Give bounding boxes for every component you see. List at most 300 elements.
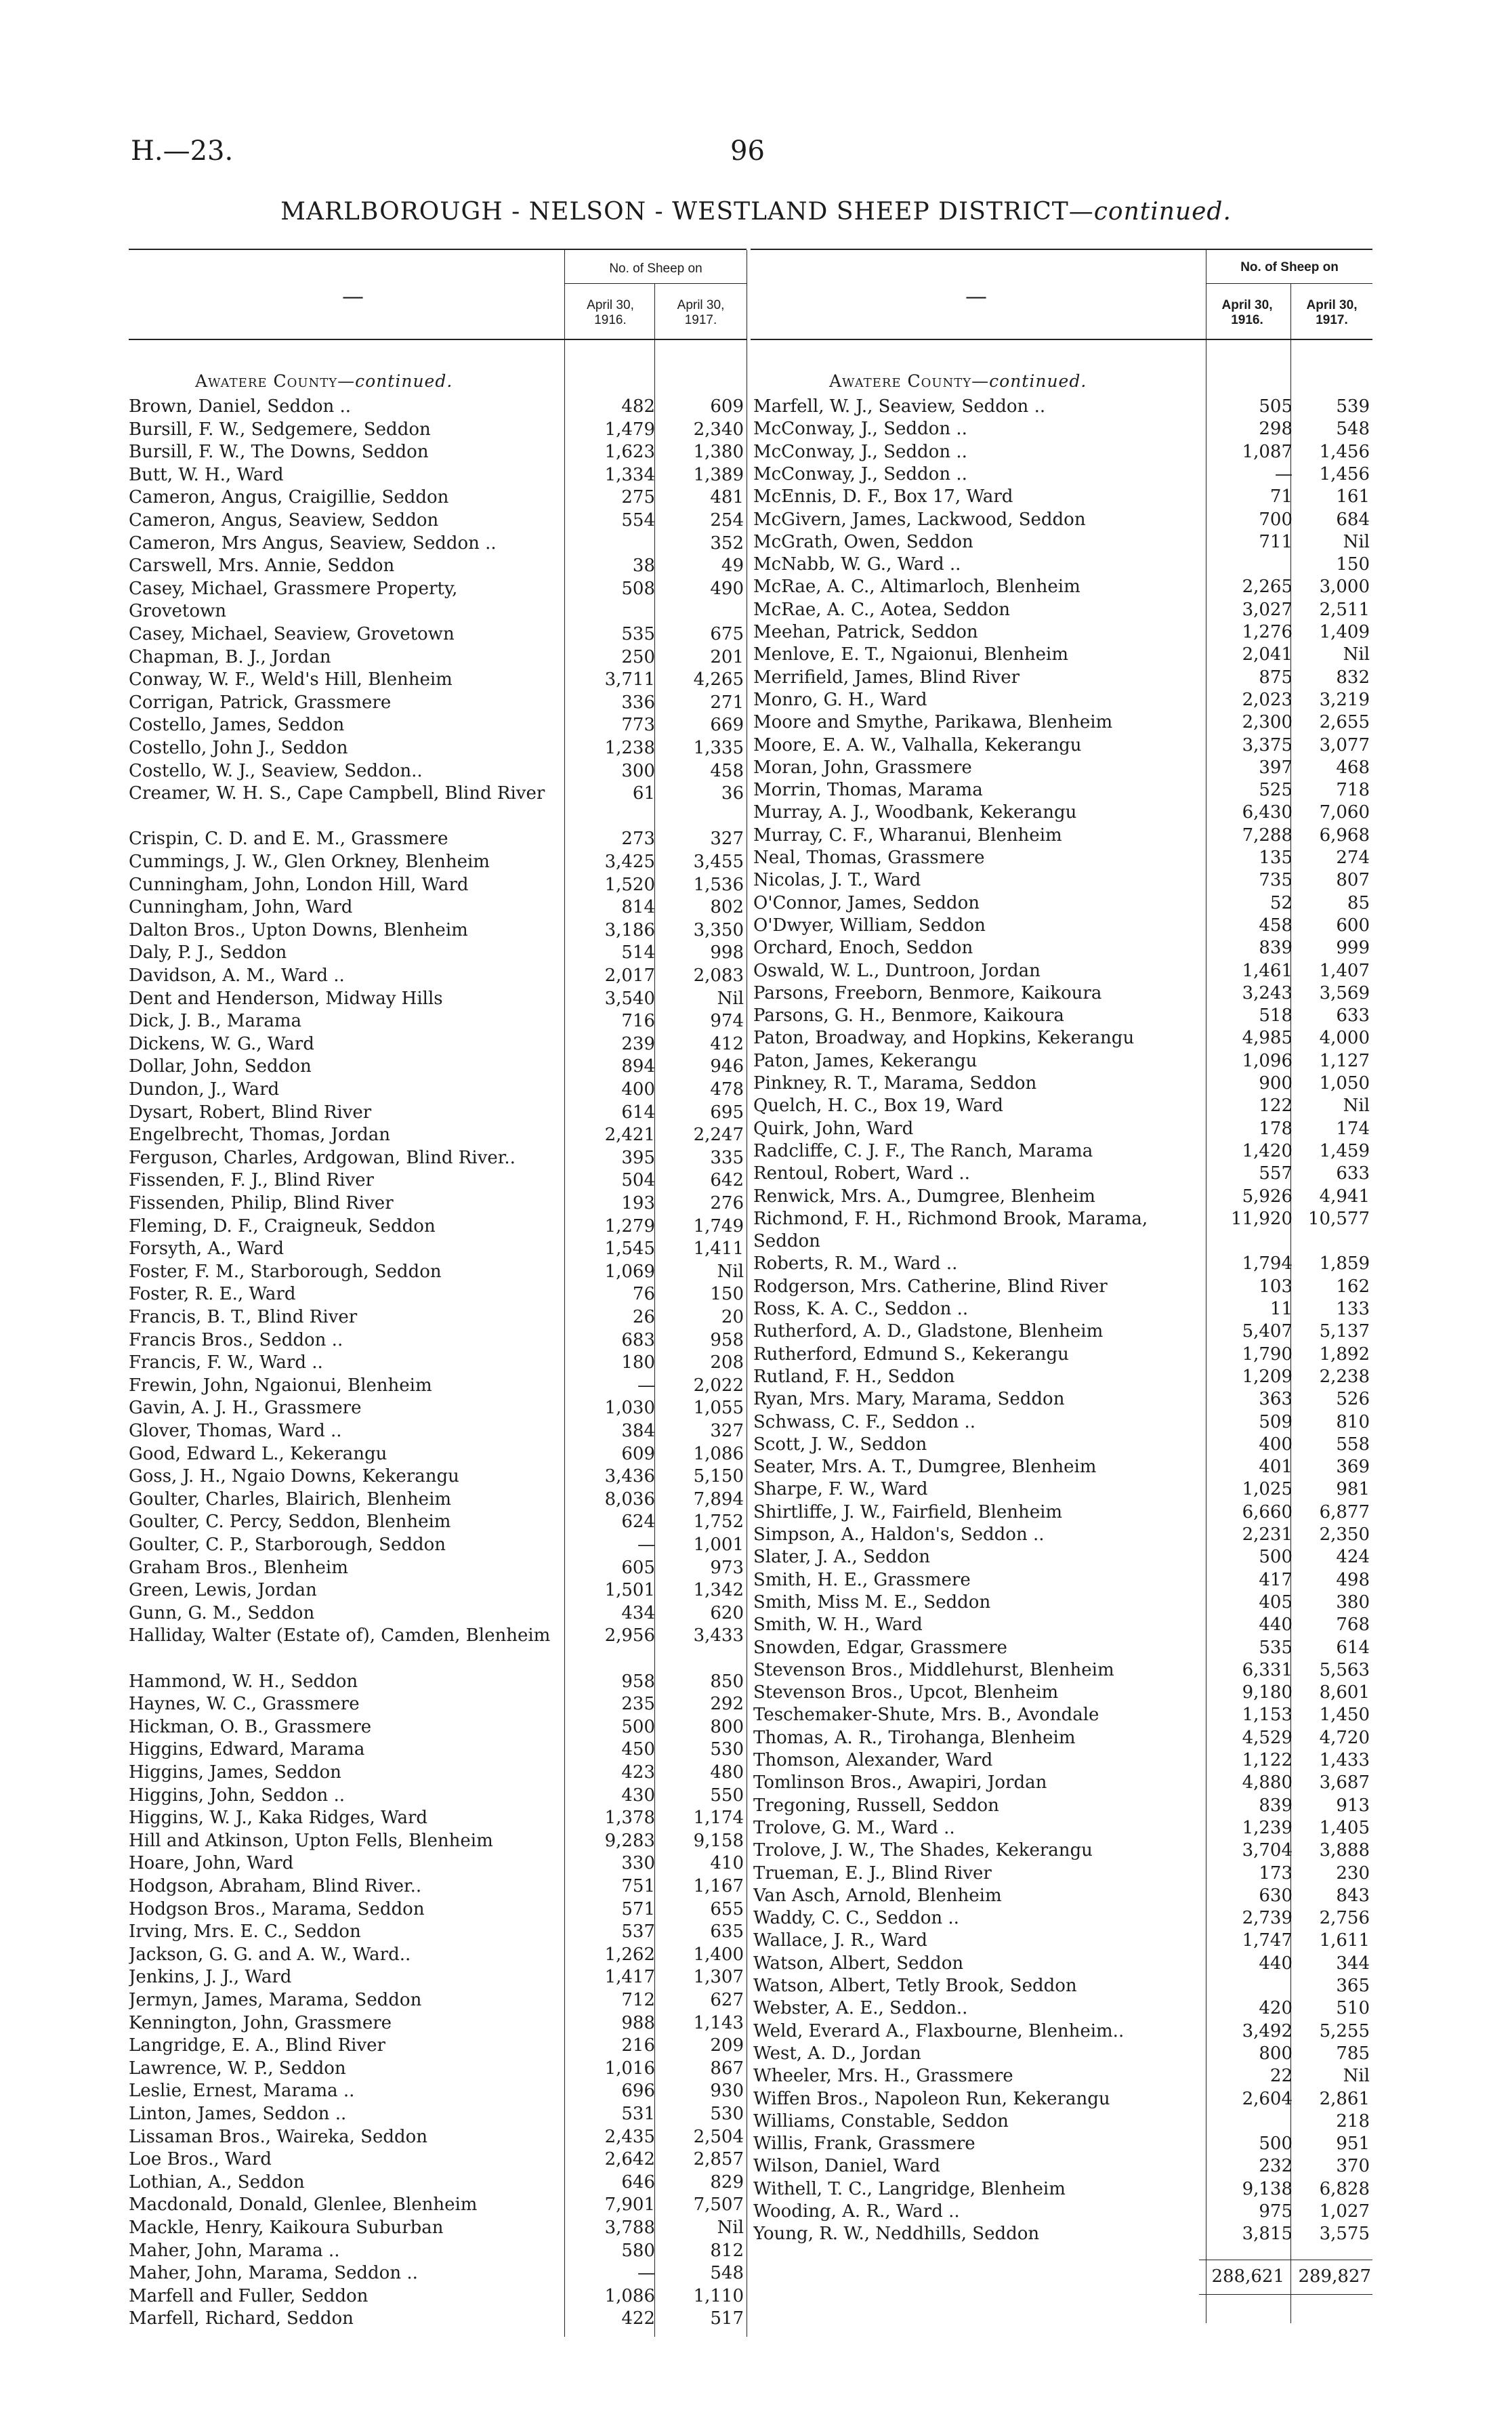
sheep-count-1917: 201 <box>710 646 744 667</box>
table-row <box>129 760 747 783</box>
table-row <box>753 1388 1372 1411</box>
title-text: MARLBOROUGH - NELSON - WESTLAND SHEEP DISTRICT— <box>280 198 1094 226</box>
sheep-count-1917: 174 <box>1336 1118 1370 1139</box>
sheep-count-1916: 1,262 <box>604 1944 655 1965</box>
sheep-count-1916: 250 <box>621 646 655 667</box>
sheep-count-1916: 135 <box>1259 848 1293 868</box>
table-row <box>753 960 1372 982</box>
table-row <box>129 1329 747 1352</box>
owner-name: Hill and Atkinson, Upton Fells, Blenheim <box>129 1830 493 1851</box>
table-row <box>129 1010 747 1033</box>
sheep-count-1916: 554 <box>621 510 655 531</box>
sheep-count-1916: 9,138 <box>1242 2178 1293 2199</box>
owner-name: Costello, W. J., Seaview, Seddon.. <box>129 760 423 781</box>
table-row <box>129 2126 747 2148</box>
table-row <box>753 1298 1372 1321</box>
sheep-count-1917: 829 <box>710 2171 744 2192</box>
sheep-count-1916: 988 <box>621 2012 655 2033</box>
table-row <box>753 1727 1372 1749</box>
sheep-count-1917: 2,340 <box>693 419 744 440</box>
owner-name: Dalton Bros., Upton Downs, Blenheim <box>129 919 468 940</box>
owner-name: Kennington, John, Grassmere <box>129 2012 392 2033</box>
table-row <box>753 779 1372 802</box>
table-row <box>129 1852 747 1875</box>
left-county-continued: continued. <box>355 371 453 391</box>
owner-name: Cunningham, John, Ward <box>129 897 353 918</box>
sheep-count-1916: 3,186 <box>604 919 655 940</box>
sheep-count-1916: 700 <box>1259 509 1293 530</box>
right-county-continued: continued. <box>989 371 1087 391</box>
sheep-count-1916: 3,425 <box>604 852 655 872</box>
table-row <box>753 892 1372 915</box>
sheep-count-1917: 1,407 <box>1319 960 1370 981</box>
table-row <box>753 441 1372 463</box>
sheep-count-1917: 327 <box>710 829 744 850</box>
sheep-count-1916: 683 <box>621 1329 655 1350</box>
sheep-count-1916: 609 <box>621 1443 655 1464</box>
sheep-count-1917: 768 <box>1336 1615 1370 1636</box>
sheep-count-1917: 490 <box>710 578 744 599</box>
sheep-count-1916: 3,540 <box>604 988 655 1009</box>
right-name-col-header: — <box>965 283 987 309</box>
sheep-count-1916: 2,300 <box>1242 712 1293 733</box>
owner-name: Haynes, W. C., Grassmere <box>129 1694 360 1715</box>
sheep-count-1917: 4,265 <box>693 669 744 690</box>
sheep-count-1917: 867 <box>710 2058 744 2079</box>
title-continued: continued. <box>1093 198 1232 226</box>
sheep-count-1916: — <box>1275 463 1293 484</box>
owner-name: Casey, Michael, Seaview, Grovetown <box>129 624 455 644</box>
owner-name: Quirk, John, Ward <box>753 1118 914 1139</box>
sheep-count-1916: 401 <box>1259 1457 1293 1478</box>
owner-name: Radcliffe, C. J. F., The Ranch, Marama <box>753 1140 1093 1161</box>
sheep-count-1917: 6,968 <box>1319 825 1370 846</box>
table-row <box>129 1785 747 1807</box>
owner-name: Richmond, F. H., Richmond Brook, Marama, Seddon <box>753 1208 1148 1251</box>
table-row <box>129 578 747 623</box>
owner-name: Graham Bros., Blenheim <box>129 1557 348 1578</box>
sheep-count-1916: 505 <box>1259 396 1293 417</box>
sheep-count-1917: 352 <box>710 533 744 554</box>
owner-name: Corrigan, Patrick, Grassmere <box>129 692 392 713</box>
owner-name: Stevenson Bros., Middlehurst, Blenheim <box>753 1659 1114 1680</box>
table-row <box>753 1704 1372 1726</box>
owner-name: Maher, John, Marama, Seddon .. <box>129 2263 418 2284</box>
sheep-count-1917: 974 <box>710 1011 744 1032</box>
owner-name: Higgins, Edward, Marama <box>129 1739 365 1760</box>
sheep-count-1917: 998 <box>710 942 744 963</box>
table-row <box>753 1569 1372 1592</box>
sheep-count-1917: 3,687 <box>1319 1772 1370 1793</box>
sheep-count-1917: 2,511 <box>1319 599 1370 620</box>
owner-name: Irving, Mrs. E. C., Seddon <box>129 1921 361 1942</box>
sheep-count-1917: 4,720 <box>1319 1727 1370 1748</box>
left-col-group-label: No. of Sheep on <box>609 262 702 276</box>
sheep-count-1916: 300 <box>621 760 655 781</box>
sheep-count-1916: — <box>637 1375 655 1396</box>
table-row <box>753 1772 1372 1794</box>
sheep-count-1917: 1,892 <box>1319 1344 1370 1365</box>
sheep-count-1917: 410 <box>710 1853 744 1874</box>
table-row <box>129 783 747 827</box>
sheep-count-1917: 695 <box>710 1102 744 1123</box>
sheep-count-1916: 814 <box>621 897 655 918</box>
table-row <box>753 2178 1372 2201</box>
owner-name: Rutland, F. H., Seddon <box>753 1366 955 1387</box>
owner-name: Ferguson, Charles, Ardgowan, Blind River.. <box>129 1147 516 1168</box>
total-1917: 289,827 <box>1298 2266 1371 2287</box>
sheep-count-1917: 718 <box>1336 780 1370 801</box>
table-row <box>129 1169 747 1192</box>
sheep-count-1917: 481 <box>710 487 744 508</box>
sheep-count-1916: 363 <box>1259 1389 1293 1410</box>
table-row <box>753 1839 1372 1862</box>
owner-name: Hammond, W. H., Seddon <box>129 1671 358 1692</box>
sheep-count-1916: 336 <box>621 692 655 713</box>
sheep-count-1917: 3,575 <box>1319 2224 1370 2245</box>
owner-name: Moore and Smythe, Parikawa, Blenheim <box>753 712 1113 733</box>
sheep-count-1917: 292 <box>710 1694 744 1715</box>
table-row <box>129 1625 747 1669</box>
sheep-count-1916: 514 <box>621 942 655 963</box>
sheep-count-1917: 3,888 <box>1319 1840 1370 1861</box>
sheep-count-1916: 1,238 <box>604 738 655 758</box>
table-row <box>753 937 1372 959</box>
sheep-count-1916: 630 <box>1259 1885 1293 1906</box>
sheep-count-1916: 525 <box>1259 780 1293 801</box>
sheep-count-1916: 3,027 <box>1242 599 1293 620</box>
sheep-count-1917: 458 <box>710 760 744 781</box>
owner-name: Maher, John, Marama .. <box>129 2240 340 2261</box>
owner-name: Stevenson Bros., Upcot, Blenheim <box>753 1682 1059 1703</box>
sheep-count-1916: 22 <box>1269 2066 1293 2087</box>
table-row <box>129 1215 747 1238</box>
sheep-count-1917: 498 <box>1336 1569 1370 1590</box>
table-row <box>753 1501 1372 1524</box>
table-row <box>753 1614 1372 1636</box>
sheep-count-1916: 716 <box>621 1011 655 1032</box>
sheep-count-1917: 327 <box>710 1421 744 1441</box>
table-row <box>129 623 747 646</box>
sheep-count-1917: 1,055 <box>693 1398 744 1419</box>
owner-name: Higgins, James, Seddon <box>129 1762 341 1783</box>
owner-name: Quelch, H. C., Box 19, Ward <box>753 1096 1003 1117</box>
owner-name: Chapman, B. J., Jordan <box>129 646 331 667</box>
document-reference: H.—23. <box>131 136 234 167</box>
sheep-count-1916: 557 <box>1259 1163 1293 1184</box>
sheep-count-1916: 52 <box>1269 892 1293 913</box>
owner-name: Langridge, E. A., Blind River <box>129 2035 385 2056</box>
table-row <box>753 1817 1372 1839</box>
sheep-count-1917: 1,456 <box>1319 463 1370 484</box>
sheep-count-1916: 2,023 <box>1242 689 1293 710</box>
table-row <box>129 737 747 760</box>
table-row <box>753 1321 1372 1343</box>
owner-name: Linton, James, Seddon .. <box>129 2104 347 2124</box>
sheep-count-1916: 3,815 <box>1242 2224 1293 2245</box>
sheep-count-1917: 2,756 <box>1319 1908 1370 1929</box>
owner-name: Smith, W. H., Ward <box>753 1615 923 1636</box>
sheep-count-1917: 550 <box>710 1785 744 1806</box>
table-row <box>753 711 1372 734</box>
table-row <box>129 2058 747 2080</box>
sheep-count-1917: 558 <box>1336 1434 1370 1455</box>
sheep-count-1916: 397 <box>1259 757 1293 778</box>
sheep-count-1917: 7,060 <box>1319 802 1370 823</box>
sheep-count-1916: 450 <box>621 1739 655 1760</box>
sheep-count-1916: 405 <box>1259 1592 1293 1613</box>
owner-name: McConway, J., Seddon .. <box>753 463 967 484</box>
sheep-count-1917: 10,577 <box>1308 1208 1370 1229</box>
sheep-count-1916: 3,711 <box>604 669 655 690</box>
sheep-count-1916: 1,087 <box>1242 441 1293 462</box>
sheep-count-1917: 424 <box>1336 1547 1370 1568</box>
owner-name: Oswald, W. L., Duntroon, Jordan <box>753 960 1041 981</box>
sheep-count-1916: 1,276 <box>1242 622 1293 642</box>
sheep-count-1916: 711 <box>1259 531 1293 552</box>
owner-name: Tomlinson Bros., Awapiri, Jordan <box>753 1772 1047 1793</box>
sheep-count-1917: 633 <box>1336 1005 1370 1026</box>
owner-name: Gavin, A. J. H., Grassmere <box>129 1398 362 1419</box>
table-row <box>753 1637 1372 1659</box>
sheep-count-1916: 458 <box>1259 915 1293 936</box>
sheep-count-1917: 526 <box>1336 1389 1370 1410</box>
table-row <box>129 1102 747 1124</box>
table-row <box>753 1682 1372 1704</box>
table-row <box>129 1807 747 1829</box>
table-row <box>753 621 1372 644</box>
table-row <box>129 1579 747 1602</box>
sheep-count-1916: 1,378 <box>604 1808 655 1829</box>
table-row <box>129 942 747 964</box>
sheep-count-1916: 1,279 <box>604 1215 655 1236</box>
sheep-count-1917: 669 <box>710 715 744 736</box>
table-row <box>753 2155 1372 2178</box>
table-row <box>129 1283 747 1306</box>
left-name-col-header: — <box>342 283 364 309</box>
table-row <box>753 1997 1372 2020</box>
sheep-count-1916: 500 <box>1259 1547 1293 1568</box>
owner-name: Weld, Everard A., Flaxbourne, Blenheim.. <box>753 2020 1125 2041</box>
owner-name: McConway, J., Seddon .. <box>753 441 967 462</box>
sheep-count-1917: 1,859 <box>1319 1253 1370 1274</box>
table-row <box>753 486 1372 508</box>
sheep-count-1917: 3,350 <box>693 919 744 940</box>
table-row <box>129 1147 747 1169</box>
table-row <box>129 1716 747 1739</box>
table-row <box>753 757 1372 779</box>
sheep-count-1917: 370 <box>1336 2156 1370 2177</box>
owner-name: Trueman, E. J., Blind River <box>753 1863 992 1884</box>
sheep-count-1916: 1,069 <box>604 1261 655 1282</box>
table-row <box>129 1739 747 1761</box>
sheep-count-1917: 230 <box>1336 1863 1370 1884</box>
table-row <box>129 874 747 896</box>
sheep-count-1916: 1,461 <box>1242 960 1293 981</box>
sheep-count-1917: 2,861 <box>1319 2088 1370 2109</box>
owner-name: Goss, J. H., Ngaio Downs, Kekerangu <box>129 1466 459 1487</box>
sheep-count-1917: 2,083 <box>693 965 744 986</box>
table-row <box>129 1921 747 1943</box>
owner-name: Davidson, A. M., Ward .. <box>129 965 345 986</box>
sheep-count-1916: 875 <box>1259 667 1293 688</box>
sheep-count-1917: Nil <box>717 2218 744 2238</box>
owner-name: Webster, A. E., Seddon.. <box>753 1998 968 2019</box>
owner-name: Wooding, A. R., Ward .. <box>753 2201 960 2222</box>
sheep-count-1917: 335 <box>710 1147 744 1168</box>
sheep-count-1916: 2,231 <box>1242 1524 1293 1545</box>
table-row <box>753 418 1372 440</box>
table-row <box>129 896 747 919</box>
owner-name: Watson, Albert, Seddon <box>753 1953 964 1974</box>
sheep-count-1917: 150 <box>710 1284 744 1305</box>
sheep-count-1916: 3,375 <box>1242 734 1293 755</box>
sheep-count-1917: 3,433 <box>693 1625 744 1646</box>
sheep-count-1916: 3,492 <box>1242 2020 1293 2041</box>
sheep-count-1917: 2,504 <box>693 2126 744 2147</box>
sheep-count-1917: 1,536 <box>693 874 744 895</box>
owner-name: Rutherford, Edmund S., Kekerangu <box>753 1344 1069 1365</box>
owner-name: Carswell, Mrs. Annie, Seddon <box>129 556 395 577</box>
right-col-group-label: No. of Sheep on <box>1240 260 1339 274</box>
table-row <box>129 2285 747 2308</box>
sheep-count-1916: 518 <box>1259 1005 1293 1026</box>
owner-name: Goulter, Charles, Blairich, Blenheim <box>129 1489 452 1510</box>
table-row <box>753 2223 1372 2245</box>
owner-name: Creamer, W. H. S., Cape Campbell, Blind River <box>129 783 545 804</box>
owner-name: Rodgerson, Mrs. Catherine, Blind River <box>753 1276 1108 1297</box>
table-row <box>129 555 747 577</box>
table-row <box>753 1930 1372 1952</box>
sheep-count-1917: 480 <box>710 1762 744 1783</box>
table-row <box>129 1875 747 1898</box>
sheep-count-1916: 1,016 <box>604 2058 655 2079</box>
owner-name: Fleming, D. F., Craigneuk, Seddon <box>129 1215 436 1236</box>
sheep-count-1916: 9,283 <box>604 1830 655 1851</box>
sheep-count-1917: 1,127 <box>1319 1050 1370 1071</box>
owner-name: Moore, E. A. W., Valhalla, Kekerangu <box>753 734 1082 755</box>
owner-name: Cameron, Angus, Seaview, Seddon <box>129 510 439 531</box>
table-row <box>129 2171 747 2194</box>
owner-name: Lissaman Bros., Waireka, Seddon <box>129 2126 428 2147</box>
owner-name: Marfell and Fuller, Seddon <box>129 2285 369 2306</box>
page-number: 96 <box>730 136 765 167</box>
sheep-count-1917: Nil <box>1343 1096 1370 1117</box>
sheep-count-1917: 548 <box>710 2263 744 2284</box>
sheep-count-1917: 627 <box>710 1990 744 2010</box>
owner-name: Snowden, Edgar, Grassmere <box>753 1637 1007 1658</box>
sheep-count-1916: 235 <box>621 1694 655 1715</box>
sheep-count-1917: 539 <box>1336 396 1370 417</box>
sheep-count-1916: 1,417 <box>604 1967 655 1988</box>
sheep-count-1917: 530 <box>710 1739 744 1760</box>
totals-bottom-rule <box>1199 2294 1372 2295</box>
sheep-count-1916: 178 <box>1259 1118 1293 1139</box>
owner-name: Thomas, A. R., Tirohanga, Blenheim <box>753 1727 1076 1748</box>
owner-name: Trolove, J. W., The Shades, Kekerangu <box>753 1840 1093 1861</box>
right-header-bottom-rule <box>751 339 1372 340</box>
sheep-count-1916: 535 <box>1259 1637 1293 1658</box>
owner-name: Casey, Michael, Grassmere Property, Grovetown <box>129 578 458 621</box>
sheep-count-1917: 530 <box>710 2104 744 2124</box>
sheep-count-1917: 3,569 <box>1319 982 1370 1003</box>
sheep-count-1917: 3,000 <box>1319 577 1370 598</box>
owner-name: Morrin, Thomas, Marama <box>753 780 983 801</box>
sheep-count-1917: 1,389 <box>693 464 744 485</box>
sheep-count-1916: 1,623 <box>604 442 655 463</box>
left-col-1916-header: April 30, 1916. <box>587 298 634 327</box>
table-row <box>753 2110 1372 2133</box>
owner-name: Hodgson Bros., Marama, Seddon <box>129 1898 425 1919</box>
owner-name: Cummings, J. W., Glen Orkney, Blenheim <box>129 852 490 872</box>
sheep-count-1917: 3,077 <box>1319 734 1370 755</box>
sheep-count-1916: 5,926 <box>1242 1186 1293 1207</box>
owner-name: Scott, J. W., Seddon <box>753 1434 927 1455</box>
sheep-count-1917: 3,455 <box>693 852 744 872</box>
sheep-count-1917: 162 <box>1336 1276 1370 1297</box>
table-row <box>129 1830 747 1852</box>
owner-name: West, A. D., Jordan <box>753 2043 921 2064</box>
table-row <box>129 533 747 555</box>
owner-name: Renwick, Mrs. A., Dumgree, Blenheim <box>753 1186 1095 1207</box>
owner-name: Shirtliffe, J. W., Fairfield, Blenheim <box>753 1501 1063 1522</box>
owner-name: Hoare, John, Ward <box>129 1853 294 1874</box>
sheep-count-1916: 2,017 <box>604 965 655 986</box>
owner-name: Wiffen Bros., Napoleon Run, Kekerangu <box>753 2088 1110 2109</box>
sheep-count-1917: 9,158 <box>693 1830 744 1851</box>
table-row <box>753 1253 1372 1275</box>
owner-name: Dick, J. B., Marama <box>129 1011 302 1032</box>
sheep-count-1916: 273 <box>621 829 655 850</box>
owner-name: Ross, K. A. C., Seddon .. <box>753 1299 969 1319</box>
owner-name: Schwass, C. F., Seddon .. <box>753 1411 976 1432</box>
owner-name: Jackson, G. G. and A. W., Ward.. <box>129 1944 411 1965</box>
sheep-count-1917: 946 <box>710 1056 744 1077</box>
sheep-count-1916: 1,545 <box>604 1239 655 1260</box>
table-row <box>753 1434 1372 1456</box>
sheep-count-1917: 2,247 <box>693 1125 744 1146</box>
table-row <box>129 1898 747 1921</box>
sheep-count-1916: 1,030 <box>604 1398 655 1419</box>
table-row <box>129 988 747 1010</box>
owner-name: Bursill, F. W., The Downs, Seddon <box>129 442 429 463</box>
sheep-count-1917: 1,143 <box>693 2012 744 2033</box>
table-row <box>753 915 1372 937</box>
sheep-count-1917: 478 <box>710 1079 744 1100</box>
sheep-count-1917: Nil <box>1343 531 1370 552</box>
table-row <box>753 1073 1372 1095</box>
sheep-count-1916: 1,122 <box>1242 1750 1293 1770</box>
sheep-count-1916: 61 <box>632 783 655 804</box>
sheep-count-1916: 11,920 <box>1231 1208 1293 1229</box>
sheep-count-1917: 5,255 <box>1319 2020 1370 2041</box>
sheep-count-1916: 11 <box>1269 1299 1293 1319</box>
table-row <box>753 1050 1372 1073</box>
sheep-count-1917: 7,507 <box>693 2195 744 2216</box>
sheep-count-1916: 298 <box>1259 419 1293 440</box>
sheep-count-1917: 843 <box>1336 1885 1370 1906</box>
sheep-count-1916: 26 <box>632 1307 655 1327</box>
table-row <box>129 1033 747 1056</box>
sheep-count-1916: 71 <box>1269 486 1293 507</box>
left-col-1917-header: April 30, 1917. <box>677 298 725 327</box>
table-row <box>129 1465 747 1488</box>
sheep-count-1916: 3,704 <box>1242 1840 1293 1861</box>
sheep-count-1917: 1,001 <box>693 1535 744 1555</box>
table-row <box>753 2043 1372 2065</box>
table-row <box>129 1989 747 2012</box>
sheep-count-1917: 8,601 <box>1319 1682 1370 1703</box>
